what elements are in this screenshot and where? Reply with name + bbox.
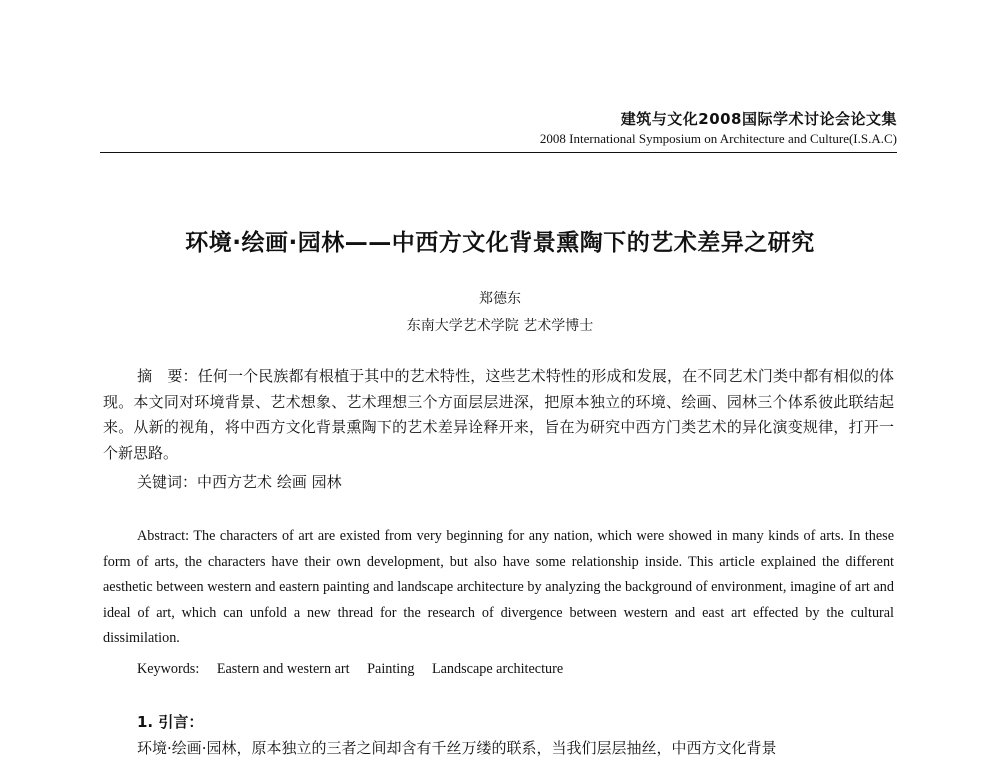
keyword-english: Eastern and western art xyxy=(216,661,350,677)
abstract-chinese-label: 摘 要： xyxy=(137,367,198,385)
running-head xyxy=(540,110,897,147)
keyword-chinese: 中西方艺术 xyxy=(197,473,273,491)
author-affiliation: 东南大学艺术学院 艺术学博士 xyxy=(406,318,594,334)
keyword-chinese: 绘画 xyxy=(276,473,307,491)
keywords-chinese-label: 关键词： xyxy=(137,473,198,491)
keywords-chinese xyxy=(137,470,342,494)
abstract-english-text: The characters of art are existed from very beginning for any nation, which were showed in many kinds of arts. In these form of arts, the characters have their own development, but also have some relationship inside. This article explained the different aesthetic between western and eastern painting and landscape architecture by analyzing the background of environment, imagine of art and ideal of art, which can unfold a new thread for the research of divergence between western and east art effected by the cultural dissimilation. xyxy=(103,528,895,646)
abstract-chinese-text: 任何一个民族都有根植于其中的艺术特性，这些艺术特性的形成和发展，在不同艺术门类中都有相似的体现。本文同对环境背景、艺术想象、艺术理想三个方面层层进深，把原本独立的环境、绘画、园林三个体系彼此联结起来。从新的视角，将中西方文化背景熏陶下的艺术差异诠释开来，旨在为研究中西方门类艺术的异化演变规律，打开一个新思路。 xyxy=(103,367,894,462)
section-heading-introduction: 1. 引言： xyxy=(137,713,204,731)
keywords-english xyxy=(137,657,577,681)
proceedings-title-chinese: 建筑与文化2008国际学术讨论会论文集 xyxy=(620,110,897,128)
author-name: 郑德东 xyxy=(479,291,521,307)
abstract-english-label: Abstract: xyxy=(137,528,194,544)
abstract-english xyxy=(103,524,894,652)
abstract-chinese xyxy=(103,364,894,466)
keyword-english: Landscape architecture xyxy=(431,661,564,677)
keyword-english: Painting xyxy=(367,661,415,677)
keywords-english-label: Keywords: xyxy=(137,661,200,677)
proceedings-title-english: 2008 International Symposium on Architecture and Culture(I.S.A.C) xyxy=(539,131,897,146)
keyword-chinese: 园林 xyxy=(311,473,342,491)
paper-title: 环境·绘画·园林——中西方文化背景熏陶下的艺术差异之研究 xyxy=(185,230,815,256)
header-rule xyxy=(100,152,897,153)
introduction-first-line: 环境·绘画·园林，原本独立的三者之间却含有千丝万缕的联系，当我们层层抽丝，中西方文化背景 xyxy=(137,739,777,757)
